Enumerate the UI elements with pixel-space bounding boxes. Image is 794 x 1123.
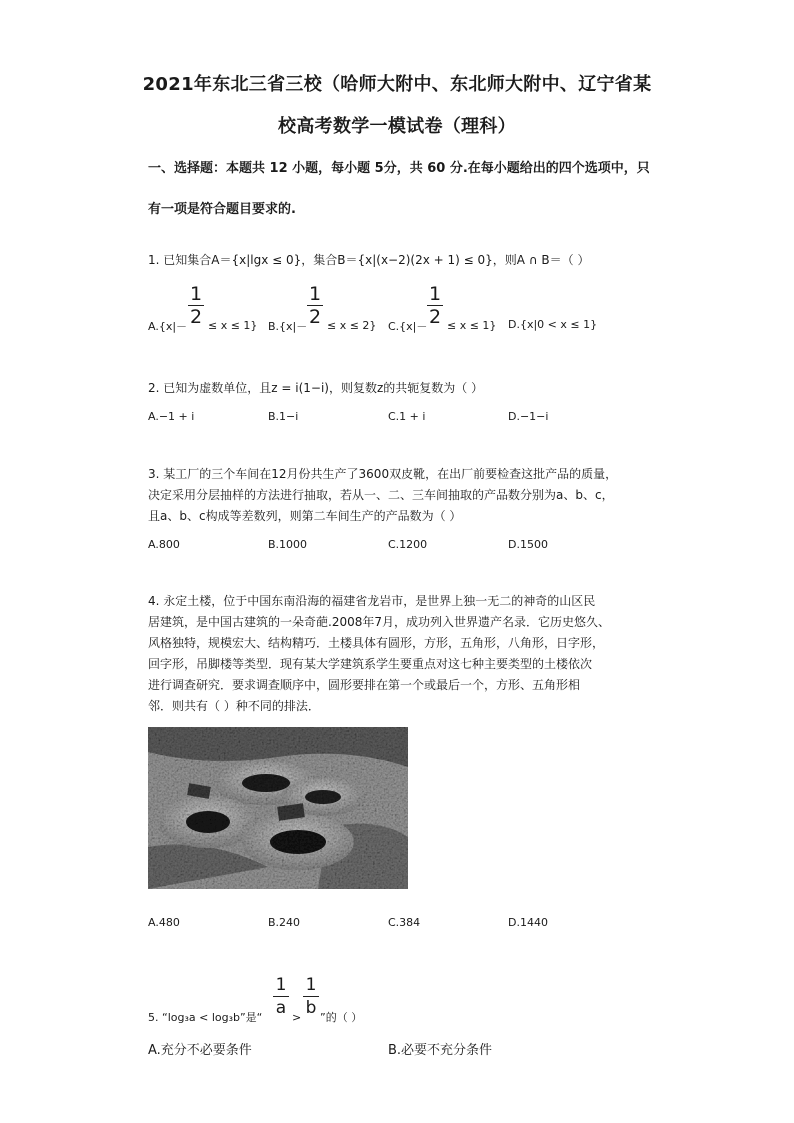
fraction-denominator: 2 — [189, 306, 203, 328]
question-4-line-5: 进行调查研究．要求调查顺序中，圆形要排在第一个或最后一个，方形、五角形相 — [148, 678, 581, 692]
q4-option-a: A.480 — [148, 916, 180, 929]
q4-option-d: D.1440 — [508, 916, 548, 929]
q5-option-a: A.充分不必要条件 — [148, 1043, 252, 1058]
fraction-numerator: 1 — [305, 975, 317, 995]
question-1-stem: 1. 已知集合A＝{x|lgx ≤ 0}，集合B＝{x|(x−2)(2x + 1) ≤ 0}，则A ∩ B＝（ ） — [148, 253, 590, 267]
q4-option-c: C.384 — [388, 916, 421, 929]
section-header-line-2: 有一项是符合题目要求的. — [148, 202, 296, 217]
fraction-numerator: 1 — [275, 975, 287, 995]
q2-option-a: A.−1 + i — [148, 410, 195, 423]
q5-fraction-1-over-b — [303, 975, 319, 1018]
q2-option-b: B.1−i — [268, 410, 299, 423]
fraction-numerator: 1 — [308, 283, 322, 305]
q1-option-c-prefix: C.{x|－ — [388, 320, 428, 333]
q1-option-c-suffix: ≤ x ≤ 1} — [447, 319, 497, 332]
question-3-stem — [148, 464, 708, 527]
fraction-bar — [303, 996, 319, 997]
question-4-line-1: 4. 永定土楼，位于中国东南沿海的福建省龙岩市，是世界上独一无二的神奇的山区民 — [148, 594, 596, 608]
question-5-stem-prefix: 5. “log₃a < log₃b”是“ — [148, 1011, 263, 1024]
question-3-line-3: 且a、b、c构成等差数列，则第二车间生产的产品数为（ ） — [148, 509, 462, 523]
fraction-denominator: 2 — [428, 306, 442, 328]
question-5-stem-suffix: ”的（ ） — [320, 1011, 363, 1024]
fraction-numerator: 1 — [189, 283, 203, 305]
question-4-line-6: 邻．则共有（ ）种不同的排法． — [148, 699, 320, 713]
question-2-stem: 2. 已知为虚数单位，且z = i(1−i)，则复数z的共轭复数为（ ） — [148, 381, 484, 395]
q1-option-b-fraction — [307, 284, 323, 327]
question-3-line-2: 决定采用分层抽样的方法进行抽取，若从一、二、三车间抽取的产品数分别为a、b、c， — [148, 488, 614, 502]
q3-option-b: B.1000 — [268, 538, 308, 551]
tulou-photo — [148, 727, 408, 889]
q3-option-d: D.1500 — [508, 538, 548, 551]
q1-option-a-suffix: ≤ x ≤ 1} — [208, 319, 258, 332]
q1-option-a-prefix: A.{x|－ — [148, 320, 188, 333]
fraction-bar — [273, 996, 289, 997]
q1-option-b-prefix: B.{x|－ — [268, 320, 308, 333]
question-4-line-2: 居建筑，是中国古建筑的一朵奇葩.2008年7月，成功列入世界遗产名录．它历史悠久、 — [148, 615, 610, 629]
q5-greater-than: > — [292, 1011, 302, 1024]
q4-option-b: B.240 — [268, 916, 301, 929]
question-4-line-4: 回字形，吊脚楼等类型．现有某大学建筑系学生要重点对这七种主要类型的土楼依次 — [148, 657, 593, 671]
q2-option-d: D.−1−i — [508, 410, 549, 423]
q1-option-a-fraction — [188, 284, 204, 327]
question-4-line-3: 风格独特，规模宏大、结构精巧．土楼具体有圆形，方形，五角形，八角形，日字形， — [148, 636, 605, 650]
question-4-stem — [148, 591, 708, 717]
page-title-line-1: 2021年东北三省三校（哈师大附中、东北师大附中、辽宁省某 — [142, 74, 652, 95]
q2-option-c: C.1 + i — [388, 410, 426, 423]
q1-option-b-suffix: ≤ x ≤ 2} — [327, 319, 377, 332]
fraction-denominator: b — [305, 998, 317, 1018]
tulou-photo-graphic — [148, 727, 408, 889]
q5-option-b: B.必要不充分条件 — [388, 1043, 493, 1058]
section-header-line-1: 一、选择题：本题共 12 小题，每小题 5分，共 60 分.在每小题给出的四个选项中，只 — [148, 161, 650, 176]
q1-option-d: D.{x|0 < x ≤ 1} — [508, 318, 598, 331]
fraction-numerator: 1 — [428, 283, 442, 305]
q5-fraction-1-over-a — [273, 975, 289, 1018]
question-3-line-1: 3. 某工厂的三个车间在12月份共生产了3600双皮靴，在出厂前要检查这批产品的质量， — [148, 467, 618, 481]
fraction-denominator: 2 — [308, 306, 322, 328]
q3-option-c: C.1200 — [388, 538, 428, 551]
page-title-line-2: 校高考数学一模试卷（理科） — [278, 116, 516, 137]
fraction-denominator: a — [275, 998, 287, 1018]
q3-option-a: A.800 — [148, 538, 180, 551]
q1-option-c-fraction — [427, 284, 443, 327]
